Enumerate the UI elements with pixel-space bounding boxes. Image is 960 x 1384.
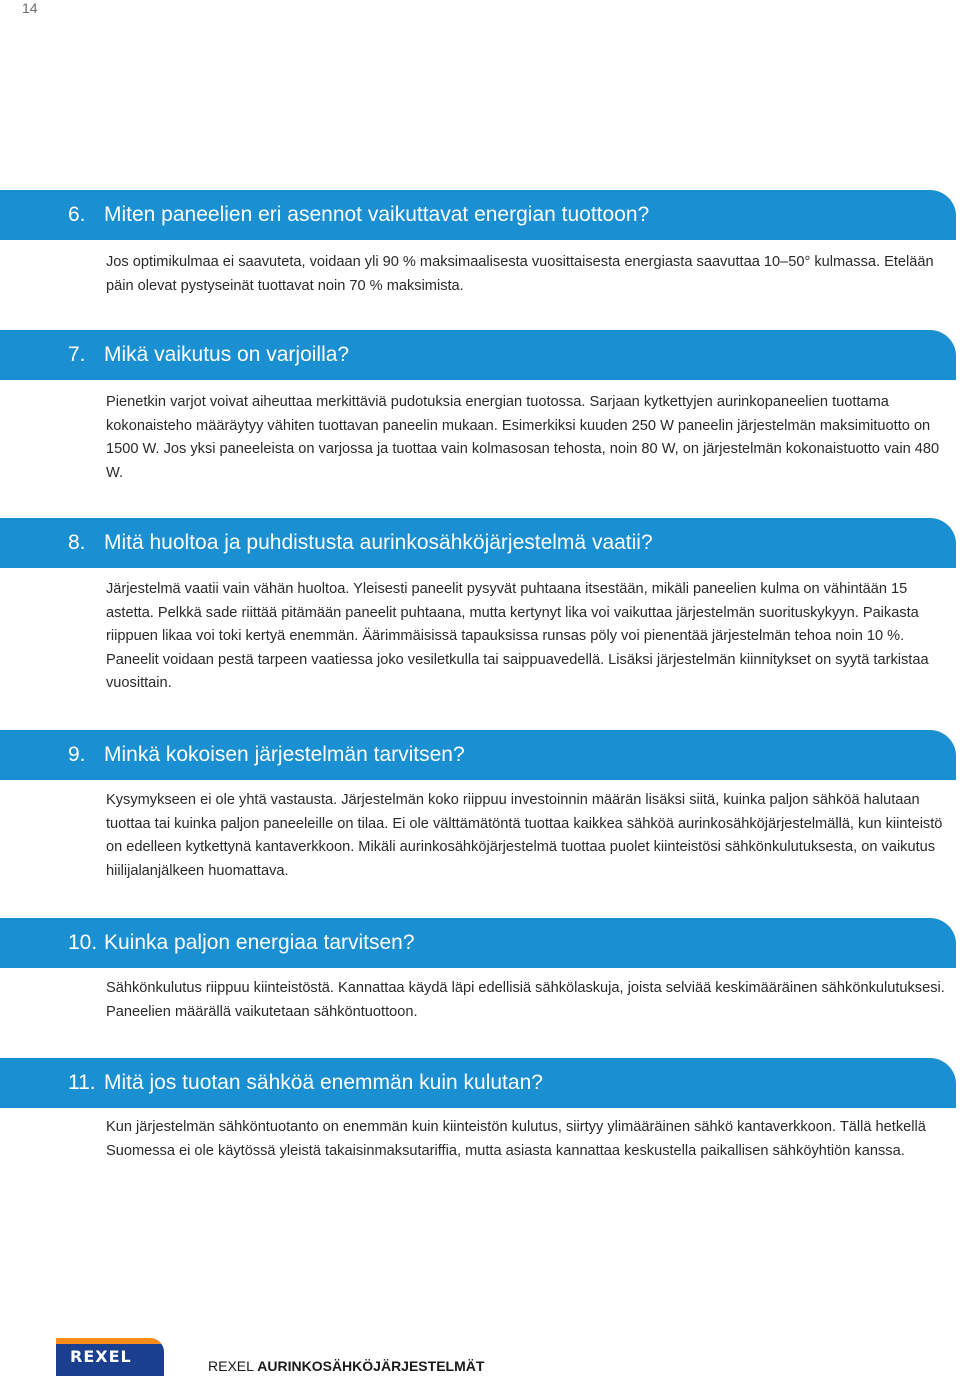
section-heading-10 [0, 918, 956, 968]
section-body-11: Kun järjestelmän sähköntuotanto on enemmän kuin kiinteistön kulutus, siirtyy ylimääräinen sähkö kantaverkkoon. Tällä hetkellä Suomessa ei ole käytössä yleistä takaisinmaksutariffia, mutta asiasta kannattaa keskustella paikallisen sähköyhtiön kanssa. [106, 1119, 926, 1159]
section-number: 6. [68, 203, 86, 226]
footer-caption [208, 1358, 484, 1374]
section-title: Minkä kokoisen järjestelmän tarvitsen? [104, 743, 465, 766]
section-heading-6 [0, 190, 956, 240]
logo-stripe [56, 1338, 164, 1344]
section-heading-11 [0, 1058, 956, 1108]
logo-text: REXEL [70, 1347, 132, 1366]
section-body-10: Sähkönkulutus riippuu kiinteistöstä. Kannattaa käydä läpi edellisiä sähkölaskuja, joista selviää keskimääräinen sähkönkulutuksesi. Paneelien määrällä vaikutetaan sähköntuottoon. [106, 980, 945, 1020]
section-number: 8. [68, 531, 86, 554]
section-title: Kuinka paljon energiaa tarvitsen? [104, 931, 415, 954]
footer-caption-prefix: REXEL [208, 1358, 254, 1374]
section-number: 9. [68, 743, 86, 766]
section-number: 7. [68, 343, 86, 366]
section-body-8: Järjestelmä vaatii vain vähän huoltoa. Yleisesti paneelit pysyvät puhtaana itsestään, mikäli paneelien kulma on vähintään 15 astetta. Pelkkä sade riittää pitämään paneelit puhtaana, mutta kertynyt lika voi vaikuttaa järjestelmän suorituskykyyn. Paikasta riippuen likaa voi toki kertyä enemmän. Äärimmäisissä tapauksissa runsas pöly voi pienentää järjestelmän tehoa noin 10 %. Paneelit voidaan pestä tarpeen vaatiessa joko vesiletkulla tai saippuavedellä. Lisäksi järjestelmän kiinnitykset on syytä tarkistaa vuosittain. [106, 581, 929, 691]
section-body-7: Pienetkin varjot voivat aiheuttaa merkittäviä pudotuksia energian tuotossa. Sarjaan kytkettyjen aurinkopaneelien tuottama kokonaisteho määräytyy vähiten tuottavan paneelin mukaan. Esimerkiksi kuuden 250 W paneelin järjestelmän maksimituotto on 1500 W. Jos yksi paneeleista on varjossa ja tuottaa vain kolmasosan tehosta, noin 80 W, on järjestelmän kokonaistuotto vain 480 W. [106, 394, 940, 481]
rexel-logo [56, 1338, 164, 1376]
page-number: 14 [22, 0, 38, 16]
section-title: Mitä jos tuotan sähköä enemmän kuin kulutan? [104, 1071, 543, 1094]
section-heading-7 [0, 330, 956, 380]
section-heading-9 [0, 730, 956, 780]
footer-caption-title: AURINKOSÄHKÖJÄRJESTELMÄT [257, 1358, 485, 1374]
section-number: 10. [68, 931, 98, 954]
section-number: 11. [68, 1071, 96, 1094]
section-title: Mitä huoltoa ja puhdistusta aurinkosähköjärjestelmä vaatii? [104, 531, 653, 554]
section-body-9: Kysymykseen ei ole yhtä vastausta. Järjestelmän koko riippuu investoinnin määrän lisäksi siitä, kuinka paljon sähköä halutaan tuottaa tai kuinka paljon paneeleille on tilaa. Ei ole välttämätöntä tuottaa kaikkea sähköä aurinkosähköjärjestelmällä, kun kiinteistö on edelleen kytkettynä kantaverkkoon. Mikäli aurinkosähköjärjestelmä tuottaa puolet kiinteistösi sähkönkulutuksesta, on vaikutus hiilijalanjälkeen huomattava. [106, 792, 943, 879]
section-title: Miten paneelien eri asennot vaikuttavat energian tuottoon? [104, 203, 650, 226]
section-body-6: Jos optimikulmaa ei saavuteta, voidaan yli 90 % maksimaalisesta vuosittaisesta energiasta saavuttaa 10–50° kulmassa. Etelään päin olevat pystyseinät tuottavat noin 70 % maksimista. [106, 254, 934, 294]
section-heading-8 [0, 518, 956, 568]
section-title: Mikä vaikutus on varjoilla? [104, 343, 350, 366]
